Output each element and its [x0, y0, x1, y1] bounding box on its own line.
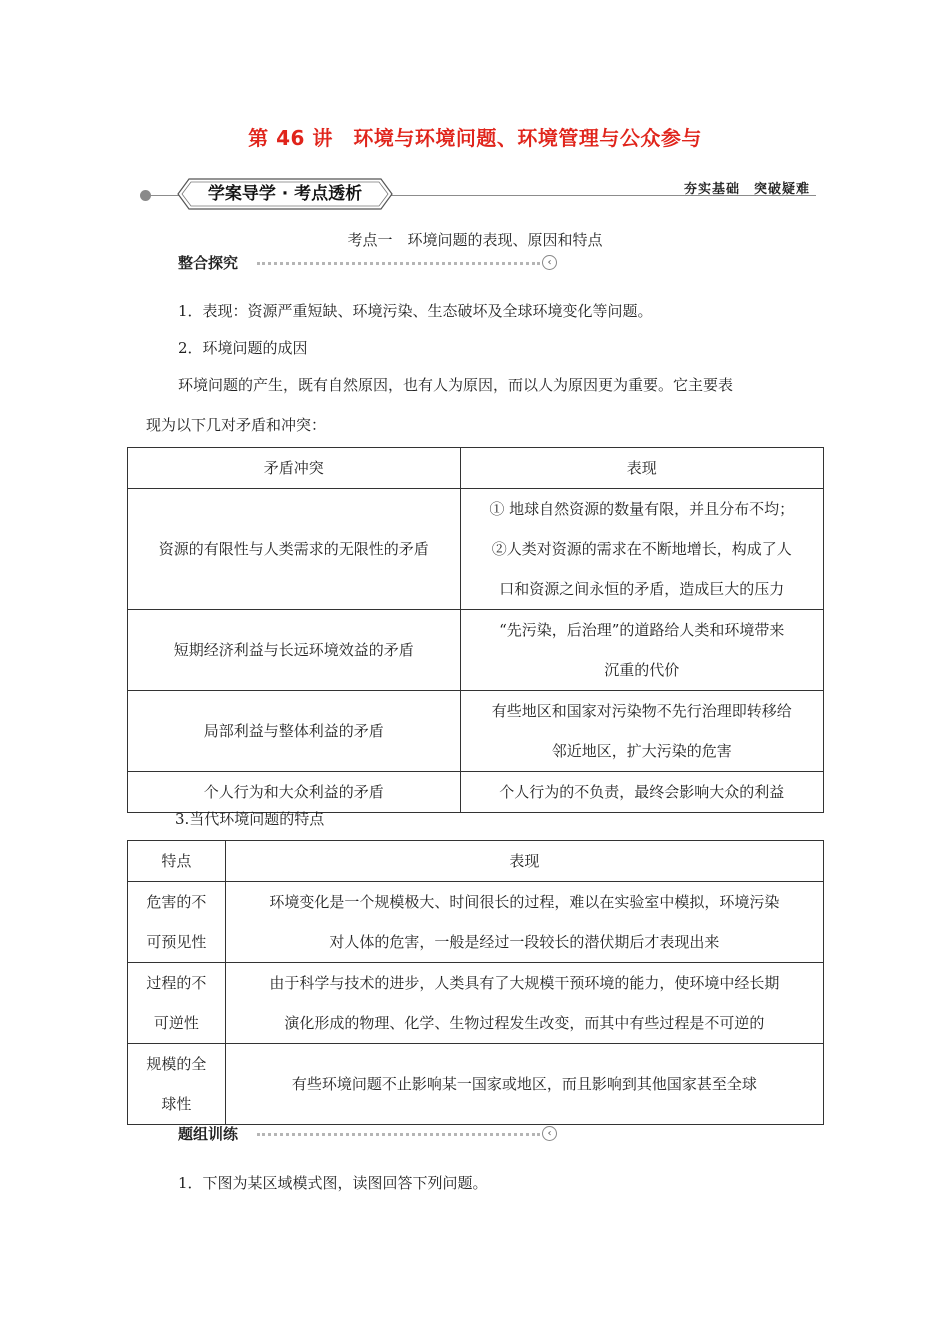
table-header: 表现	[460, 448, 824, 489]
table-row	[128, 963, 824, 1044]
cell-line: 邻近地区，扩大污染的危害	[551, 742, 732, 760]
paragraph-2: 2．环境问题的成因	[178, 339, 308, 357]
table-cell: 有些环境问题不止影响某一国家或地区，而且影响到其他国家甚至全球	[225, 1044, 823, 1125]
section-head-zhenghe: 整合探究	[178, 254, 239, 272]
section-head-tizu: 题组训练	[178, 1125, 239, 1143]
cell-line: 过程的不	[146, 974, 207, 992]
banner-label: 学案导学 · 考点透析	[207, 184, 363, 204]
cell-line: 口和资源之间永恒的矛盾，造成巨大的压力	[499, 580, 785, 598]
cell-line: 环境变化是一个规模极大、时间很长的过程，难以在实验室中模拟，环境污染	[269, 893, 780, 911]
table-cell	[460, 489, 824, 610]
cell-line: 规模的全	[146, 1055, 207, 1073]
table-cell: 个人行为和大众利益的矛盾	[128, 772, 461, 813]
table-cell: 短期经济利益与长远环境效益的矛盾	[128, 610, 461, 691]
table-row	[128, 489, 824, 610]
cell-line: 对人体的危害，一般是经过一段较长的潜伏期后才表现出来	[329, 933, 720, 951]
kaodian-title: 考点一 环境问题的表现、原因和特点	[347, 231, 603, 249]
table-cell	[225, 882, 823, 963]
cell-line: “先污染，后治理”的道路给人类和环境带来	[499, 621, 785, 639]
table-cell	[225, 963, 823, 1044]
cell-line: ① 地球自然资源的数量有限，并且分布不均；	[489, 500, 795, 518]
cell-line: 由于科学与技术的进步，人类具有了大规模干预环境的能力，使环境中经长期	[269, 974, 780, 992]
table-cell	[460, 610, 824, 691]
table-header: 表现	[225, 841, 823, 882]
features-table	[127, 840, 824, 1125]
cell-line: ②人类对资源的需求在不断地增长，构成了人	[491, 540, 792, 558]
cell-line: 沉重的代价	[604, 661, 680, 679]
table-cell	[460, 691, 824, 772]
table-cell	[128, 963, 226, 1044]
table-row	[128, 691, 824, 772]
table-header: 特点	[128, 841, 226, 882]
cell-line: 危害的不	[146, 893, 207, 911]
chevron-left-icon: ‹	[542, 255, 557, 270]
table-cell	[128, 1044, 226, 1125]
banner-right-text: 夯实基础 突破疑难	[683, 182, 810, 197]
chevron-left-icon: ‹	[542, 1126, 557, 1141]
paragraph-4: 3.当代环境问题的特点	[175, 810, 325, 828]
section-divider	[257, 262, 540, 265]
cell-line: 球性	[161, 1095, 192, 1113]
table-cell	[128, 882, 226, 963]
table-cell: 个人行为的不负责，最终会影响大众的利益	[460, 772, 824, 813]
table-header: 矛盾冲突	[128, 448, 461, 489]
paragraph-1: 1．表现：资源严重短缺、环境污染、生态破坏及全球环境变化等问题。	[178, 302, 653, 320]
table-cell: 资源的有限性与人类需求的无限性的矛盾	[128, 489, 461, 610]
cell-line: 有些地区和国家对污染物不先行治理即转移给	[491, 702, 792, 720]
banner-dot	[140, 190, 151, 201]
table-header-row	[128, 448, 824, 489]
paragraph-5: 1．下图为某区域模式图，读图回答下列问题。	[178, 1174, 488, 1192]
paragraph-3b: 现为以下几对矛盾和冲突：	[146, 416, 327, 434]
table-row	[128, 1044, 824, 1125]
cell-line: 可逆性	[153, 1014, 199, 1032]
table-row	[128, 610, 824, 691]
lesson-title: 第 46 讲 环境与环境问题、环境管理与公众参与	[248, 126, 702, 150]
cell-line: 演化形成的物理、化学、生物过程发生改变，而其中有些过程是不可逆的	[284, 1014, 765, 1032]
table-cell: 局部利益与整体利益的矛盾	[128, 691, 461, 772]
table-row	[128, 772, 824, 813]
table-row	[128, 882, 824, 963]
paragraph-3a: 环境问题的产生，既有自然原因，也有人为原因，而以人为原因更为重要。它主要表	[178, 376, 734, 394]
table-header-row	[128, 841, 824, 882]
contradiction-table	[127, 447, 824, 813]
section-divider	[257, 1133, 540, 1136]
cell-line: 可预见性	[146, 933, 207, 951]
